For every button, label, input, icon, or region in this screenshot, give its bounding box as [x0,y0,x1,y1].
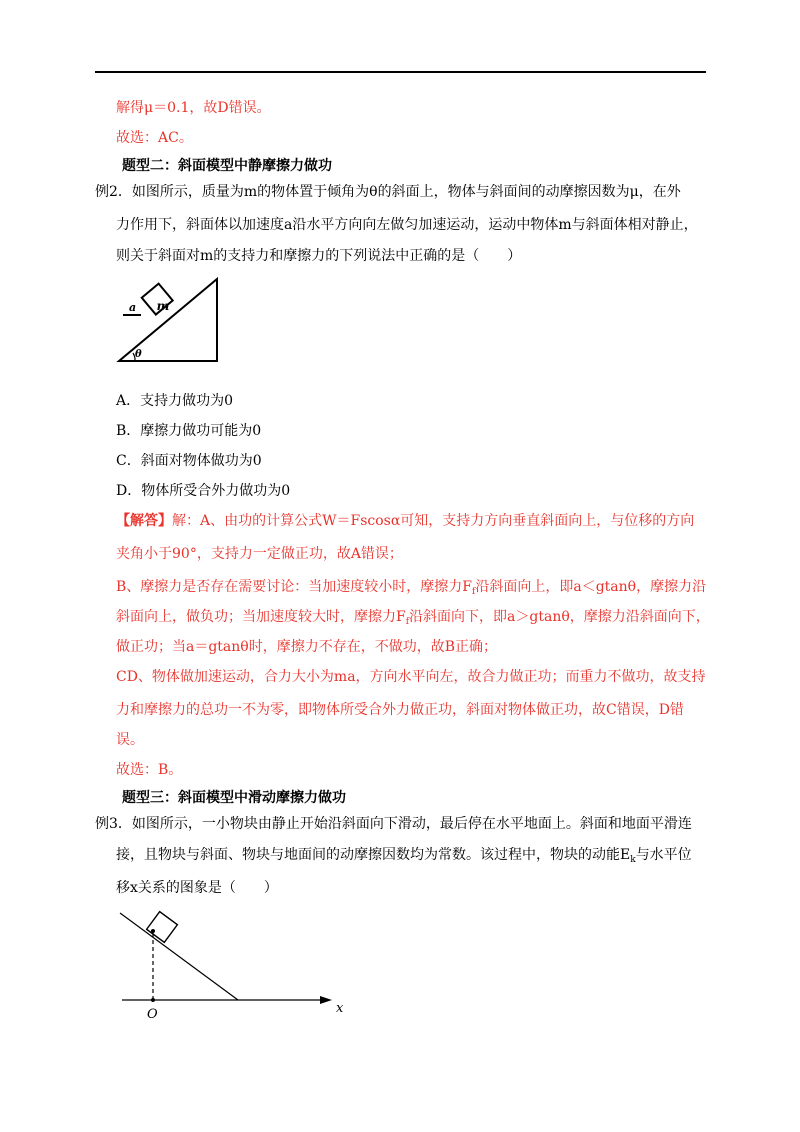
question-2-line-3: 则关于斜面对m的支持力和摩擦力的下列说法中正确的是（ ） [116,248,522,264]
x-axis-arrow [320,996,332,1004]
prev-answer-line-2: 故选：AC。 [116,130,193,146]
label-theta: θ [135,349,142,360]
answer-line-1 [116,511,694,531]
incline-figure-2 [115,275,227,367]
answer-line-4 [116,607,710,632]
option-d: D．物体所受合外力做功为0 [116,483,291,499]
origin-dot [151,998,155,1002]
question-3-line-1: 例3．如图所示，一小物块由静止开始沿斜面向下滑动，最后停在水平地面上。斜面和地面平滑连 [95,816,692,832]
answer-l4-b: 沿斜面向下，即a＞gtanθ，摩擦力沿斜面向下， [409,609,710,625]
label-x: x [336,1001,344,1016]
question-3-line-2 [116,845,692,870]
question-2-line-1: 例2．如图所示，质量为m的物体置于倾角为θ的斜面上，物体与斜面间的动摩擦因数为μ，在外 [95,184,681,200]
answer-line-2: 夹角小于90°，支持力一定做正功，故A错误； [116,546,403,562]
option-a: A．支持力做功为0 [116,393,234,409]
answer-line-5: 做正功；当a＝gtanθ时，摩擦力不存在，不做功，故B正确； [116,639,498,655]
answer-line-6: CD、物体做加速运动，合力大小为ma，方向水平向左，故合力做正功；而重力不做功，故支持 [116,669,706,685]
question-3-l2-sub: k [630,855,636,865]
slope-line [120,913,238,1000]
answer-line-8: 误。 [116,732,144,748]
prev-answer-line-1: 解得μ＝0.1，故D错误。 [116,100,271,116]
answer-l1-text: 解：A、由功的计算公式W＝Fscosα可知，支持力方向垂直斜面向上，与位移的方向 [172,513,695,529]
answer-l3-sub: f [472,587,476,597]
answer-l4-a: 斜面向上，做负功；当加速度较大时，摩擦力F [116,609,406,625]
answer-tag: 【解答】 [116,513,172,529]
label-o: O [147,1007,158,1022]
header-rule [95,71,706,73]
block-center-dot [151,929,155,933]
slide-figure-3 [110,905,355,1025]
question-3-l2-a: 接，且物块与斜面、物块与地面间的动摩擦因数均为常数。该过程中，物块的动能E [116,847,631,863]
answer-l3-a: B、摩擦力是否存在需要讨论：当加速度较小时，摩擦力F [116,579,473,595]
section-heading-3: 题型三：斜面模型中滑动摩擦力做功 [122,790,346,806]
option-c: C．斜面对物体做功为0 [116,453,262,469]
incline-triangle [119,279,217,361]
question-2-line-2: 力作用下，斜面体以加速度a沿水平方向向左做匀加速运动，运动中物体m与斜面体相对静止， [116,217,698,233]
question-3-line-3: 移x关系的图象是（ ） [116,880,278,896]
answer-line-3 [116,577,706,602]
section-heading-2: 题型二：斜面模型中静摩擦力做功 [122,158,332,174]
answer-line-9: 故选：B。 [116,762,183,778]
answer-line-7: 力和摩擦力的总功一不为零，即物体所受合外力做正功，斜面对物体做正功，故C错误，D错 [116,702,684,718]
label-m: m [156,299,170,313]
option-b: B．摩擦力做功可能为0 [116,423,262,439]
answer-l4-sub: f [405,617,410,627]
label-a: a [129,301,137,314]
question-3-l2-b: 与水平位 [635,847,692,863]
sliding-block [147,912,178,943]
answer-l3-b: 沿斜面向上，即a＜gtanθ，摩擦力沿 [475,579,707,595]
